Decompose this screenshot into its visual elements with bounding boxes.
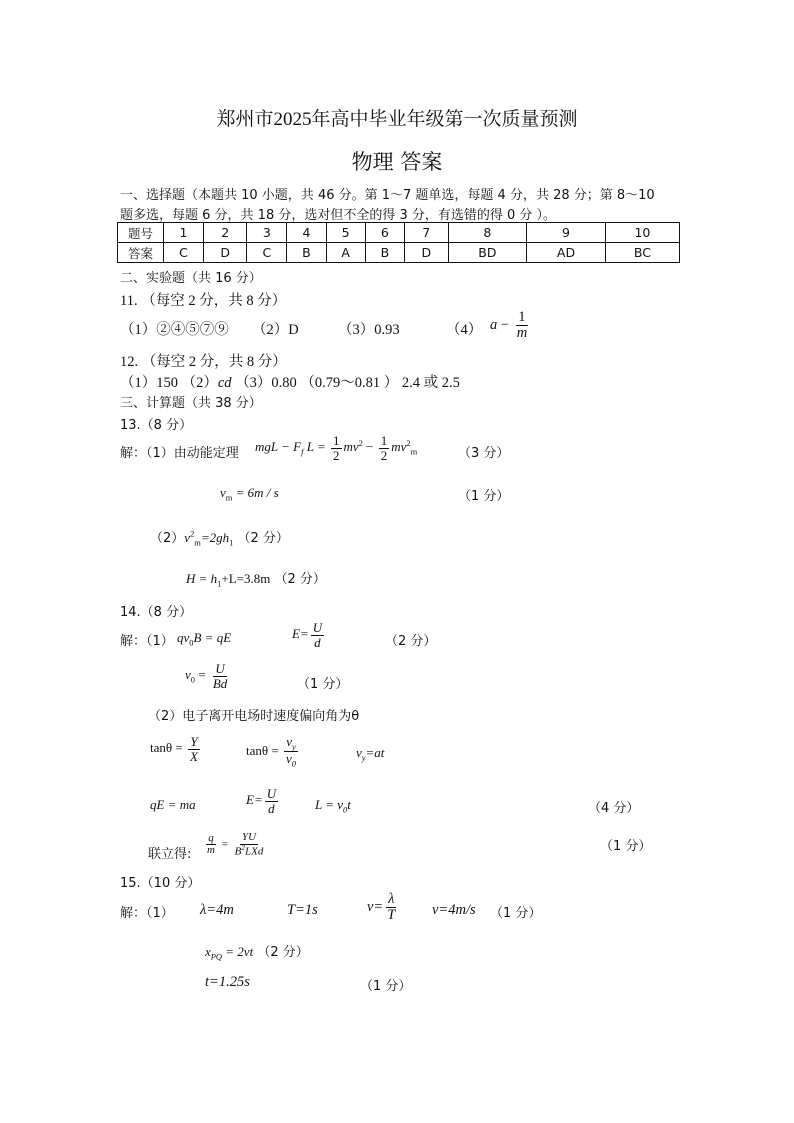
q14-line3: （2）电子离开电场时速度偏向角为θ	[148, 709, 360, 724]
table-row-answers	[118, 243, 680, 263]
q14-line5-E	[246, 787, 280, 815]
table-row-numbers	[118, 223, 680, 243]
frac-den: Bd	[212, 675, 228, 691]
q14-line4-tan1	[150, 735, 202, 763]
expr-part: +L=3.8m	[221, 571, 271, 586]
expr-part: v	[220, 485, 226, 500]
expr-sub: 0	[291, 759, 296, 770]
document-title: 郑州市2025年高中毕业年级第一次质量预测	[216, 109, 578, 130]
expr-sup: 2	[358, 437, 363, 448]
q14-line2-points: （1 分）	[297, 677, 349, 692]
expr-part: =2gh	[200, 530, 230, 545]
expr-part: v=	[367, 899, 384, 916]
section1-heading-line2: 题多选，每题 6 分，共 18 分，选对但不全的得 3 分，有选错的得 0 分 ）。	[120, 208, 557, 223]
q12-part2-value: cd	[217, 375, 232, 391]
section2-heading: 二、实验题（共 16 分）	[120, 271, 262, 286]
frac-den: LXd	[244, 845, 264, 858]
table-cell: B	[287, 243, 326, 263]
table-cell: BC	[605, 243, 679, 263]
q15-line1-prefix: 解：（1）	[120, 906, 174, 921]
expr-part: t	[347, 797, 351, 812]
frac-den: B	[234, 845, 242, 858]
answer-table	[117, 222, 680, 263]
expr-a: a	[490, 317, 498, 334]
table-cell: 5	[326, 223, 365, 243]
q14-line1-E	[292, 621, 326, 649]
expr-part: E=	[246, 792, 263, 808]
fraction	[284, 735, 298, 769]
q15-label: 15.（10 分）	[120, 876, 201, 891]
q12-label: 12. （每空 2 分，共 8 分）	[120, 354, 287, 370]
frac-den: 2	[333, 447, 340, 463]
frac-num: 1	[380, 433, 388, 448]
fraction	[385, 892, 397, 923]
q14-line1-expr	[177, 630, 231, 648]
expr-part: x	[205, 944, 211, 959]
q14-line6-points: （1 分）	[600, 839, 652, 854]
q15-line3-t: t=1.25s	[205, 974, 250, 990]
q15-v-frac	[367, 892, 399, 923]
expr-minus: −	[366, 439, 374, 455]
q15-lambda: λ=4m	[200, 902, 234, 918]
expr-sub: m	[410, 446, 418, 457]
frac-num: U	[312, 620, 323, 635]
table-cell: 8	[448, 223, 527, 243]
expr-sub: 0	[189, 637, 194, 648]
frac-num: q	[208, 831, 214, 844]
table-cell: AD	[527, 243, 606, 263]
q13-line2-points: （1 分）	[458, 489, 510, 504]
expr-part: L = v	[315, 797, 344, 812]
expr-part: mv	[343, 439, 359, 455]
q14-line5-points: （4 分）	[588, 801, 640, 816]
table-cell: 9	[527, 223, 606, 243]
table-cell: A	[326, 243, 365, 263]
frac-num: λ	[388, 891, 395, 907]
fraction	[311, 621, 324, 649]
frac-den: d	[268, 800, 275, 816]
fraction	[379, 434, 390, 462]
expr-part: tanθ =	[246, 742, 282, 758]
q14-line5-qE: qE = ma	[150, 797, 196, 812]
row-label-answer: 答案	[118, 243, 164, 263]
frac-num: U	[215, 661, 225, 676]
expr-part: v	[184, 530, 191, 545]
fraction	[265, 787, 278, 815]
fraction	[233, 832, 266, 858]
table-cell: B	[365, 243, 404, 263]
expr-part: =	[218, 838, 231, 851]
expr-part: = 6m / s	[232, 485, 279, 500]
frac-den: v	[285, 751, 292, 767]
q15-line2	[205, 941, 309, 962]
q14-line6-prefix: 联立得:	[148, 847, 192, 862]
document-subtitle: 物理 答案	[351, 150, 443, 174]
q13-line1-expr	[255, 434, 417, 462]
fraction	[331, 434, 342, 462]
frac-num: Y	[190, 734, 198, 749]
row-label-number: 题号	[118, 223, 164, 243]
q14-line2-expr	[185, 662, 231, 690]
q11-part1: （1）②④⑤⑦⑨	[120, 322, 229, 338]
frac-num: YU	[241, 831, 257, 843]
frac-den: X	[189, 748, 198, 764]
expr-sub: m	[225, 492, 233, 503]
expr-part: mv	[391, 439, 407, 455]
fraction	[205, 833, 217, 857]
q14-line4-vy	[356, 745, 384, 763]
q13-line2-expr	[220, 485, 279, 503]
q14-line1-points: （2 分）	[385, 634, 437, 649]
expr-minus: −	[500, 317, 510, 334]
q14-line1-prefix: 解：（1）	[120, 634, 174, 649]
points: （2 分）	[257, 945, 309, 960]
expr-sup: 2	[190, 528, 195, 539]
q13-label: 13.（8 分）	[120, 418, 193, 433]
expr-sup: 2	[406, 437, 411, 448]
table-cell: D	[203, 243, 247, 263]
q15-line3-points: （1 分）	[360, 979, 412, 994]
table-cell: D	[404, 243, 448, 263]
q12-line	[120, 371, 460, 392]
table-cell: 2	[203, 223, 247, 243]
q11-part3: （3）0.93	[338, 322, 400, 338]
frac-den: m	[207, 844, 215, 857]
expr-sub: y	[291, 741, 296, 752]
fraction	[211, 662, 229, 690]
table-cell: 6	[365, 223, 404, 243]
q13-line1-prefix: 解：（1）由动能定理	[120, 446, 239, 461]
expr-part: H = h	[186, 571, 218, 586]
expr-part: =at	[365, 745, 385, 760]
q14-label: 14.（8 分）	[120, 605, 193, 620]
q15-line1-points: （1 分）	[490, 906, 542, 921]
expr-sub: 0	[190, 674, 195, 685]
q11-part2: （2）D	[252, 322, 299, 338]
fraction	[188, 735, 200, 763]
expr-sup: 2	[241, 843, 245, 852]
expr-part: qv	[177, 630, 190, 645]
expr-sub: f	[301, 446, 304, 457]
table-cell: 4	[287, 223, 326, 243]
frac-num: 1	[333, 433, 340, 448]
q14-line6-expr	[203, 832, 267, 858]
frac-den: 2	[380, 447, 388, 463]
frac-den: m	[516, 325, 528, 342]
expr-sub: 1	[217, 578, 222, 589]
expr-part: v	[356, 745, 362, 760]
expr-part: = 2vt	[222, 944, 254, 959]
q12-part2-prefix: （2）	[181, 375, 218, 391]
expr-sub: PQ	[210, 951, 223, 962]
expr-sub: y	[361, 752, 366, 763]
q15-v-value: v=4m/s	[432, 902, 476, 918]
q14-line4-tan2	[246, 735, 300, 769]
expr-sub: m	[194, 537, 201, 548]
points: （2 分）	[237, 531, 289, 546]
section3-heading: 三、计算题（共 38 分）	[120, 396, 262, 411]
q12-part1: （1）150	[120, 375, 178, 391]
q11-part4: （4）	[446, 322, 483, 338]
q13-line3	[150, 527, 289, 548]
frac-den: d	[314, 634, 321, 650]
expr-part: B = qE	[193, 630, 232, 645]
expr-sub: 1	[229, 537, 234, 548]
q11-label: 11. （每空 2 分，共 8 分）	[120, 293, 287, 309]
expr-sub: 0	[343, 804, 348, 815]
table-cell: 3	[247, 223, 287, 243]
expr-part: mgL − F	[255, 439, 302, 455]
frac-num: v	[286, 734, 292, 749]
expr-part: v	[185, 667, 191, 683]
section1-heading-line1: 一、选择题（本题共 10 小题，共 46 分。第 1～7 题单选，每题 4 分，共 28 分；第 8～10	[120, 188, 655, 203]
table-cell: 7	[404, 223, 448, 243]
points: （2 分）	[274, 572, 326, 587]
q12-part3: （3）0.80 （0.79～0.81 ） 2.4 或 2.5	[235, 375, 460, 391]
frac-num: U	[266, 786, 277, 801]
q13-line4	[186, 568, 326, 589]
table-cell: 1	[164, 223, 204, 243]
table-cell: 10	[605, 223, 679, 243]
expr-part: tanθ =	[150, 740, 186, 756]
frac-num: 1	[518, 309, 526, 325]
q13-line1-points: （3 分）	[458, 446, 510, 461]
line-prefix: （2）	[150, 531, 185, 546]
table-cell: BD	[448, 243, 527, 263]
q14-line5-L	[315, 797, 351, 815]
q11-part4-expr	[490, 310, 531, 341]
frac-den: T	[387, 907, 396, 924]
expr-part: E=	[292, 626, 309, 642]
expr-part: L =	[306, 439, 326, 455]
fraction	[515, 310, 529, 341]
table-cell: C	[164, 243, 204, 263]
table-cell: C	[247, 243, 287, 263]
expr-part: =	[195, 667, 209, 683]
q15-T: T=1s	[287, 902, 318, 918]
